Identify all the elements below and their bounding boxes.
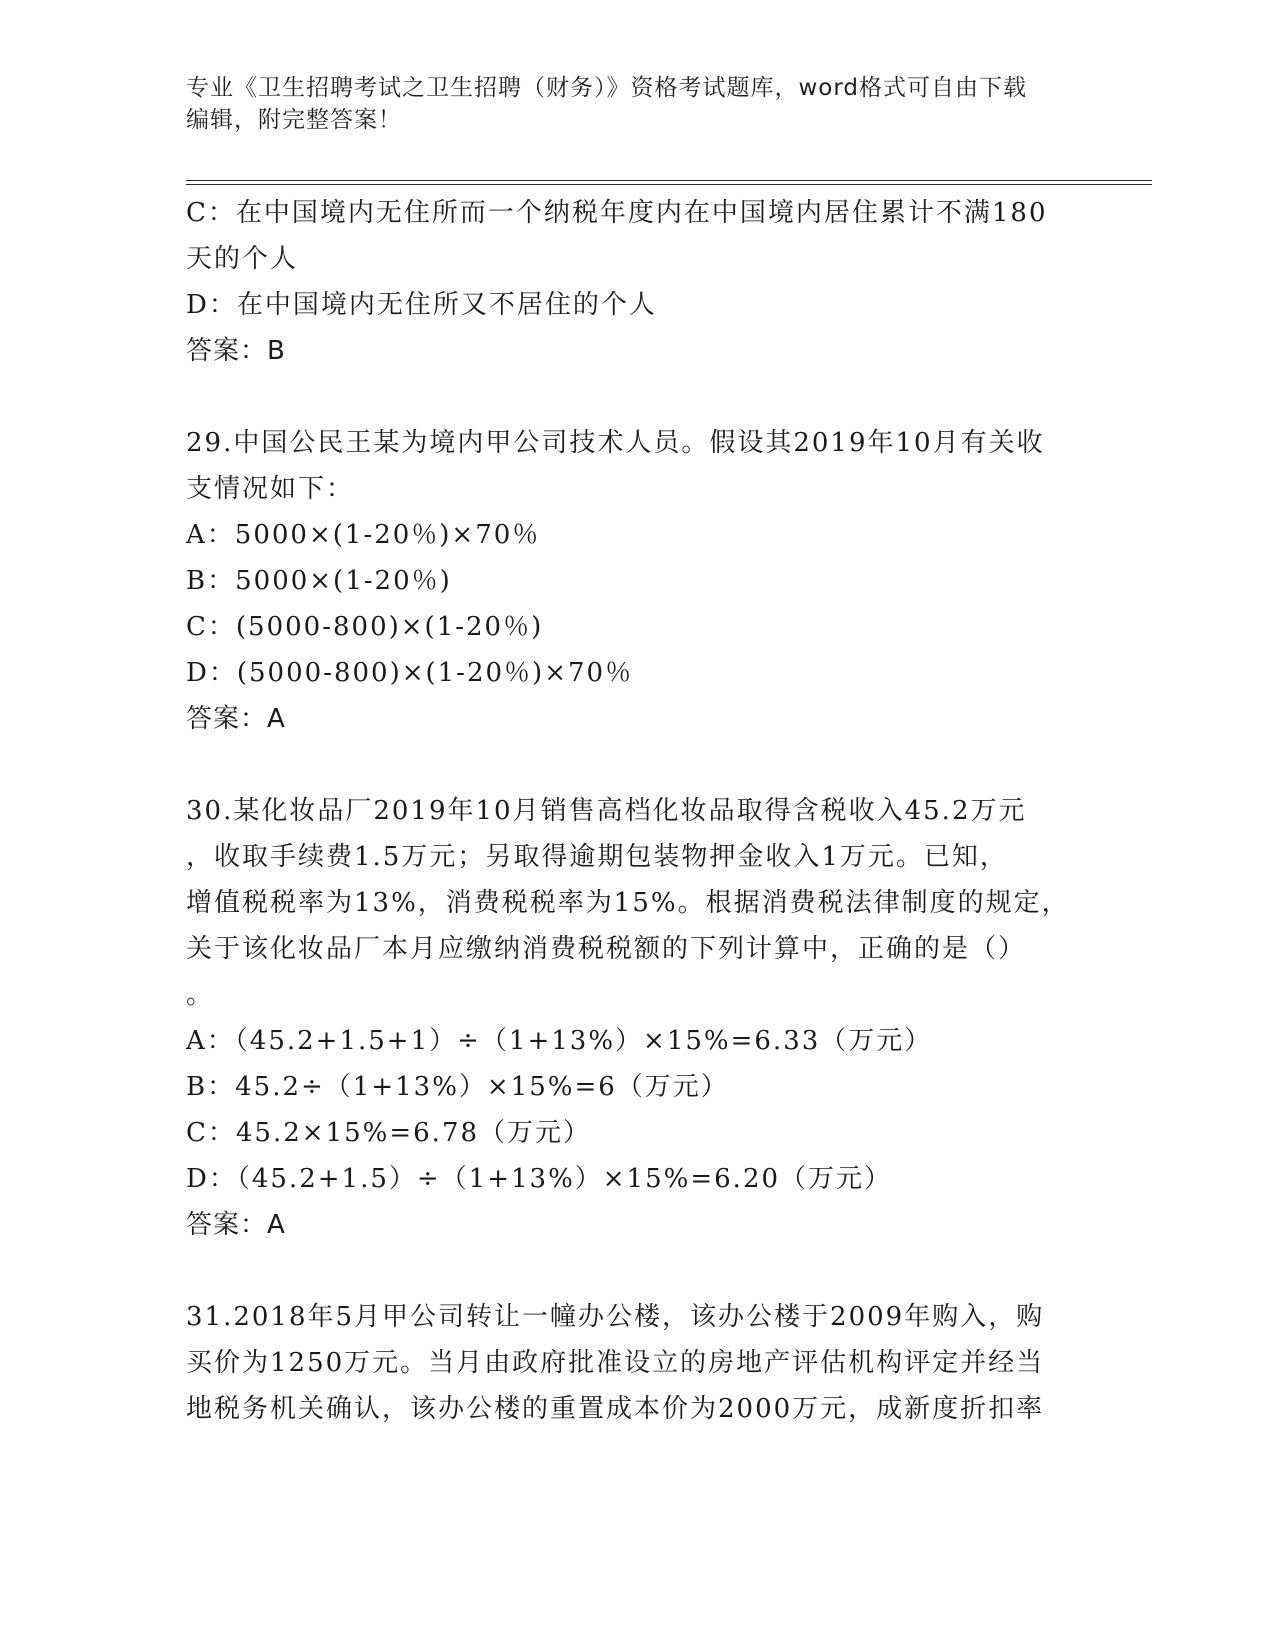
question-stem-continued: 地税务机关确认，该办公楼的重置成本价为2000万元，成新度折扣率 bbox=[186, 1394, 1045, 1424]
question-stem-continued: 增值税税率为13%，消费税税率为15%。根据消费税法律制度的规定， bbox=[186, 888, 1070, 918]
answer: 答案：A bbox=[186, 1210, 286, 1240]
question-stem-continued: 关于该化妆品厂本月应缴纳消费税税额的下列计算中，正确的是（） bbox=[186, 934, 1027, 964]
question-29 bbox=[186, 420, 1086, 742]
answer: 答案：B bbox=[186, 336, 286, 366]
question-stem-continued: 支情况如下： bbox=[186, 474, 355, 504]
question-30 bbox=[186, 788, 1086, 1248]
option-a: A：（45.2+1.5+1）÷（1+13%）×15%=6.33（万元） bbox=[186, 1026, 933, 1056]
question-31 bbox=[186, 1294, 1086, 1432]
document-header bbox=[186, 72, 1066, 136]
option-b: B：5000×(1-20％) bbox=[186, 566, 452, 596]
option-a: A：5000×(1-20％)×70％ bbox=[186, 520, 541, 550]
option-c-continued: 天的个人 bbox=[186, 244, 299, 274]
option-c: C：45.2×15%=6.78（万元） bbox=[186, 1118, 592, 1148]
header-line-2: 编辑，附完整答案！ bbox=[186, 107, 402, 133]
spacer bbox=[186, 742, 1086, 788]
option-d: D：（45.2+1.5）÷（1+13%）×15%=6.20（万元） bbox=[186, 1164, 893, 1194]
spacer bbox=[186, 1248, 1086, 1294]
question-stem: 30.某化妆品厂2019年10月销售高档化妆品取得含税收入45.2万元 bbox=[186, 796, 1027, 826]
answer: 答案：A bbox=[186, 704, 286, 734]
header-rule-bottom bbox=[186, 184, 1152, 185]
option-d: D：在中国境内无住所又不居住的个人 bbox=[186, 290, 657, 320]
question-stem-continued: ，收取手续费1.5万元；另取得逾期包装物押金收入1万元。已知， bbox=[186, 842, 1008, 872]
question-28 bbox=[186, 190, 1086, 374]
question-stem: 29.中国公民王某为境内甲公司技术人员。假设其2019年10月有关收 bbox=[186, 428, 1045, 458]
option-b: B：45.2÷（1+13%）×15%=6（万元） bbox=[186, 1072, 729, 1102]
question-stem-continued: 买价为1250万元。当月由政府批准设立的房地产评估机构评定并经当 bbox=[186, 1348, 1045, 1378]
header-line-1: 专业《卫生招聘考试之卫生招聘（财务）》资格考试题库，word格式可自由下载 bbox=[186, 75, 1028, 101]
header-rule-top bbox=[186, 180, 1152, 181]
option-d: D：(5000-800)×(1-20％)×70％ bbox=[186, 658, 634, 688]
spacer bbox=[186, 374, 1086, 420]
question-stem: 31.2018年5月甲公司转让一幢办公楼，该办公楼于2009年购入，购 bbox=[186, 1302, 1045, 1332]
question-content bbox=[186, 190, 1086, 1432]
option-c: C：(5000-800)×(1-20％) bbox=[186, 612, 544, 642]
question-stem-continued: 。 bbox=[186, 980, 215, 1010]
option-c: C：在中国境内无住所而一个纳税年度内在中国境内居住累计不满180 bbox=[186, 198, 1048, 228]
